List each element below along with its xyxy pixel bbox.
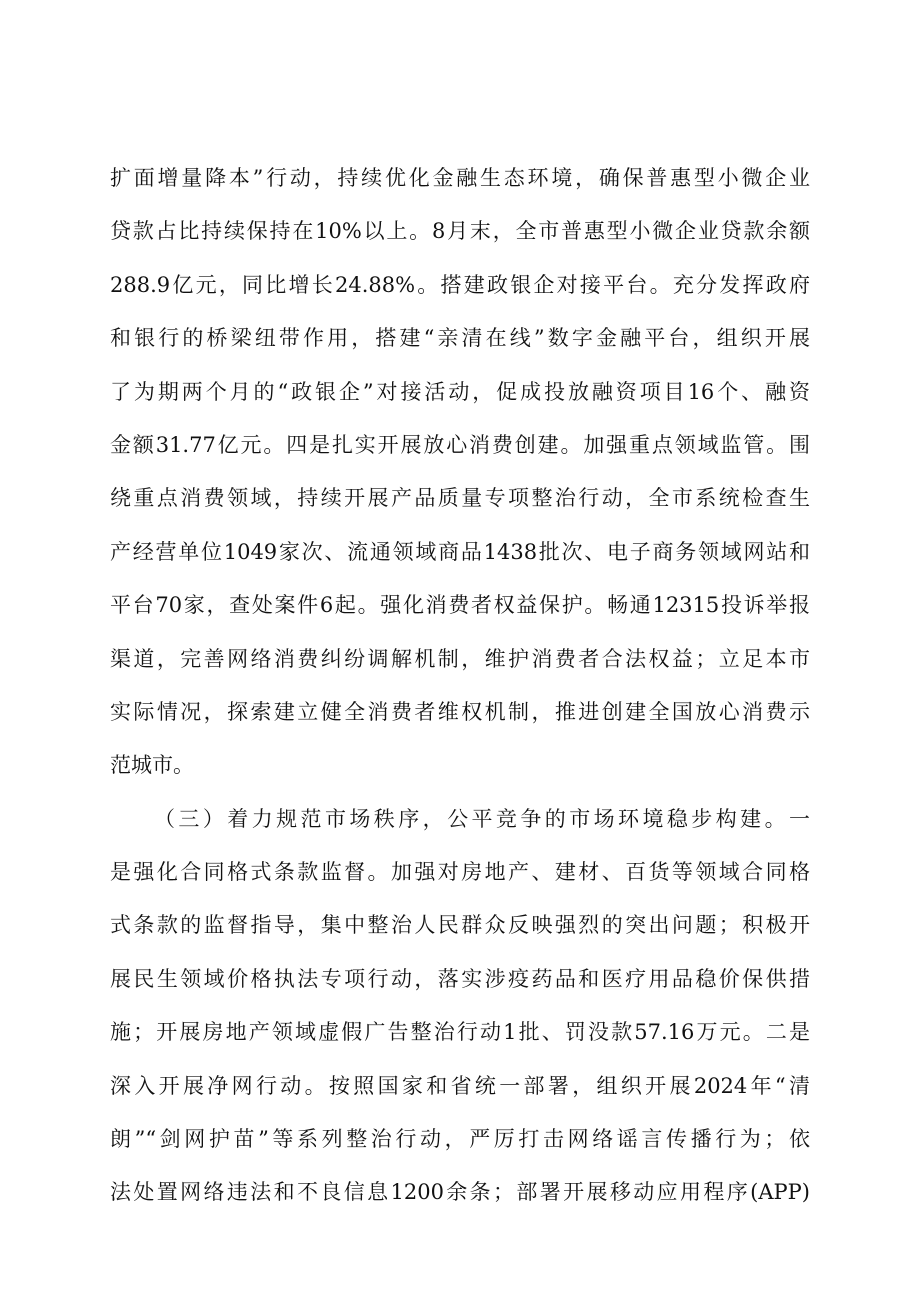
text-line: 是强化合同格式条款监督。加强对房地产、建材、百货等领域合同格 xyxy=(110,860,810,885)
paragraph-2 xyxy=(110,793,810,1220)
text-line: 平台70家，查处案件6起。强化消费者权益保护。畅通12315投诉举报 xyxy=(110,593,810,618)
text-line: 贷款占比持续保持在10%以上。8月末，全市普惠型小微企业贷款余额 xyxy=(110,219,810,244)
text-line: 和银行的桥梁纽带作用，搭建“亲清在线”数字金融平台，组织开展 xyxy=(110,326,810,351)
paragraph-1 xyxy=(110,152,810,793)
text-line: 了为期两个月的“政银企”对接活动，促成投放融资项目16个、融资 xyxy=(110,379,810,404)
document-body xyxy=(110,152,810,1220)
text-line: 实际情况，探索建立健全消费者维权机制，推进创建全国放心消费示 xyxy=(110,699,810,724)
text-line: 金额31.77亿元。四是扎实开展放心消费创建。加强重点领域监管。围 xyxy=(110,432,810,457)
text-line: 范城市。 xyxy=(110,753,194,778)
text-line: 产经营单位1049家次、流通领域商品1438批次、电子商务领域网站和 xyxy=(110,539,810,564)
section-heading-line: （三）着力规范市场秩序，公平竞争的市场环境稳步构建。一 xyxy=(154,806,810,831)
text-line: 288.9亿元，同比增长24.88%。搭建政银企对接平台。充分发挥政府 xyxy=(110,272,810,297)
text-line: 法处置网络违法和不良信息1200余条；部署开展移动应用程序(APP) xyxy=(110,1180,810,1205)
text-line: 施；开展房地产领域虚假广告整治行动1批、罚没款57.16万元。二是 xyxy=(110,1020,810,1045)
text-line: 绕重点消费领域，持续开展产品质量专项整治行动，全市系统检查生 xyxy=(110,486,810,511)
text-line: 式条款的监督指导，集中整治人民群众反映强烈的突出问题；积极开 xyxy=(110,913,810,938)
text-line: 深入开展净网行动。按照国家和省统一部署，组织开展2024年“清 xyxy=(110,1073,810,1098)
text-line: 展民生领域价格执法专项行动，落实涉疫药品和医疗用品稳价保供措 xyxy=(110,966,810,991)
text-line: 扩面增量降本”行动，持续优化金融生态环境，确保普惠型小微企业 xyxy=(110,166,810,190)
text-line: 渠道，完善网络消费纠纷调解机制，维护消费者合法权益；立足本市 xyxy=(110,646,810,671)
text-line: 朗”“剑网护苗”等系列整治行动，严厉打击网络谣言传播行为；依 xyxy=(110,1127,810,1152)
